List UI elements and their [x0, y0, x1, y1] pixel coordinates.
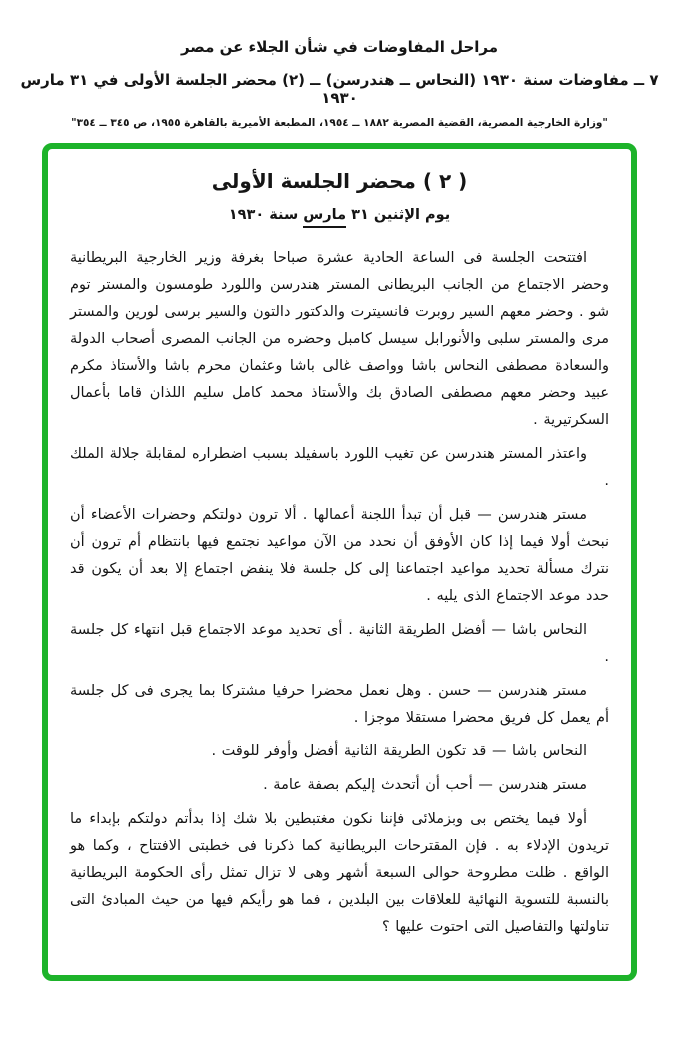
session-date-prefix: يوم الإثنين ٣١ — [346, 207, 451, 223]
paragraph-henderson-2: مستر هندرسن — حسن . وهل نعمل محضرا حرفيا مشتركا بما يجرى فى كل جلسة أم يعمل كل فريق محضرا مستقلا موجزا . — [70, 682, 609, 726]
paragraph-henderson-3: مستر هندرسن — أحب أن أتحدث إليكم بصفة عامة . — [263, 777, 587, 794]
paragraph-henderson-4: أولا فيما يختص بى وبزملائى فإننا نكون مغتبطين بلا شك إذا بدأتم دولتكم بإبداء ما تريدون الإدلاء به . فإن المقترحات البريطانية كما ذكرنا فى خطبتى الافتتاح ، وكما هو الواقع . ظلت مطروحة حوالى السبعة أشهر وهى لا تزال تمثل رأى الحكومة البريطانية بالنسبة للتسوية النهائية للعلاقات بين البلدين ، فما هو رأيكم فيها من حيث المبادئ التى تناولتها والتفاصيل التى احتوت عليها ؟ — [70, 811, 609, 936]
document-green-frame — [42, 143, 637, 981]
paragraph-nahhas-2: النحاس باشا — قد تكون الطريقة الثانية أفضل وأوفر للوقت . — [211, 743, 587, 760]
document-body — [70, 245, 609, 941]
header-source-citation: "وزارة الخارجية المصرية، القضية المصرية ١٨٨٢ ــ ١٩٥٤، المطبعة الأميرية بالقاهرة ١٩٥٥، ص ٣٤٥ ــ ٣٥٤" — [71, 117, 608, 129]
page-header — [0, 38, 679, 129]
paragraph-nahhas-1: النحاس باشا — أفضل الطريقة الثانية . أى تحديد موعد الاجتماع قبل انتهاء كل جلسة . — [70, 621, 609, 665]
session-title: ( ٢ ) محضر الجلسة الأولى — [211, 169, 468, 193]
paragraph-henderson-1: مستر هندرسن — قبل أن تبدأ اللجنة أعمالها . ألا ترون دولتكم وحضرات الأعضاء أن نبحث أولا فيما إذا كان الأوفق أن نحدد من الآن مواعيد نجتمع فيها بانتظام أم ترون أن نترك مسألة تحديد مواعيد اجتماعنا إلى كل جلسة فلا ينفض اجتماع إلا بعد أن يكون قد حدد موعد الاجتماع الذى يليه . — [70, 506, 609, 604]
header-title: مراحل المفاوضات في شأن الجلاء عن مصر — [180, 38, 499, 56]
paragraph-opening: افتتحت الجلسة فى الساعة الحادية عشرة صباحا بغرفة وزير الخارجية البريطانية وحضر الاجتماع من الجانب البريطانى المستر هندرسن واللورد طومسون والمستر توم شو . وحضر معهم السير روبرت فانسيترت والدكتور دالتون والسير برسى لورين والمستر مرى والمستر سلبى والأنورابل سيسل كامبل وحضره من الجانب المصرى أصحاب الدولة والسعادة مصطفى النحاس باشا وواصف غالى باشا وعثمان محرم باشا والأستاذ مكرم عبيد وحضر معهم مصطفى الصادق بك والأستاذ محمد كامل سليم اللذان قاما بأعمال السكرتيرية . — [70, 250, 609, 428]
session-date — [70, 207, 609, 223]
session-date-underlined-word: مارس — [303, 207, 346, 228]
paragraph-apology: واعتذر المستر هندرسن عن تغيب اللورد باسفيلد بسبب اضطراره لمقابلة جلالة الملك . — [70, 445, 609, 489]
header-subtitle: ٧ ــ مفاوضات سنة ١٩٣٠ (النحاس ــ هندرسن) ــ (٢) محضر الجلسة الأولى في ٣١ مارس ١٩٣٠ — [20, 71, 659, 107]
session-date-suffix: سنة ١٩٣٠ — [228, 207, 304, 223]
